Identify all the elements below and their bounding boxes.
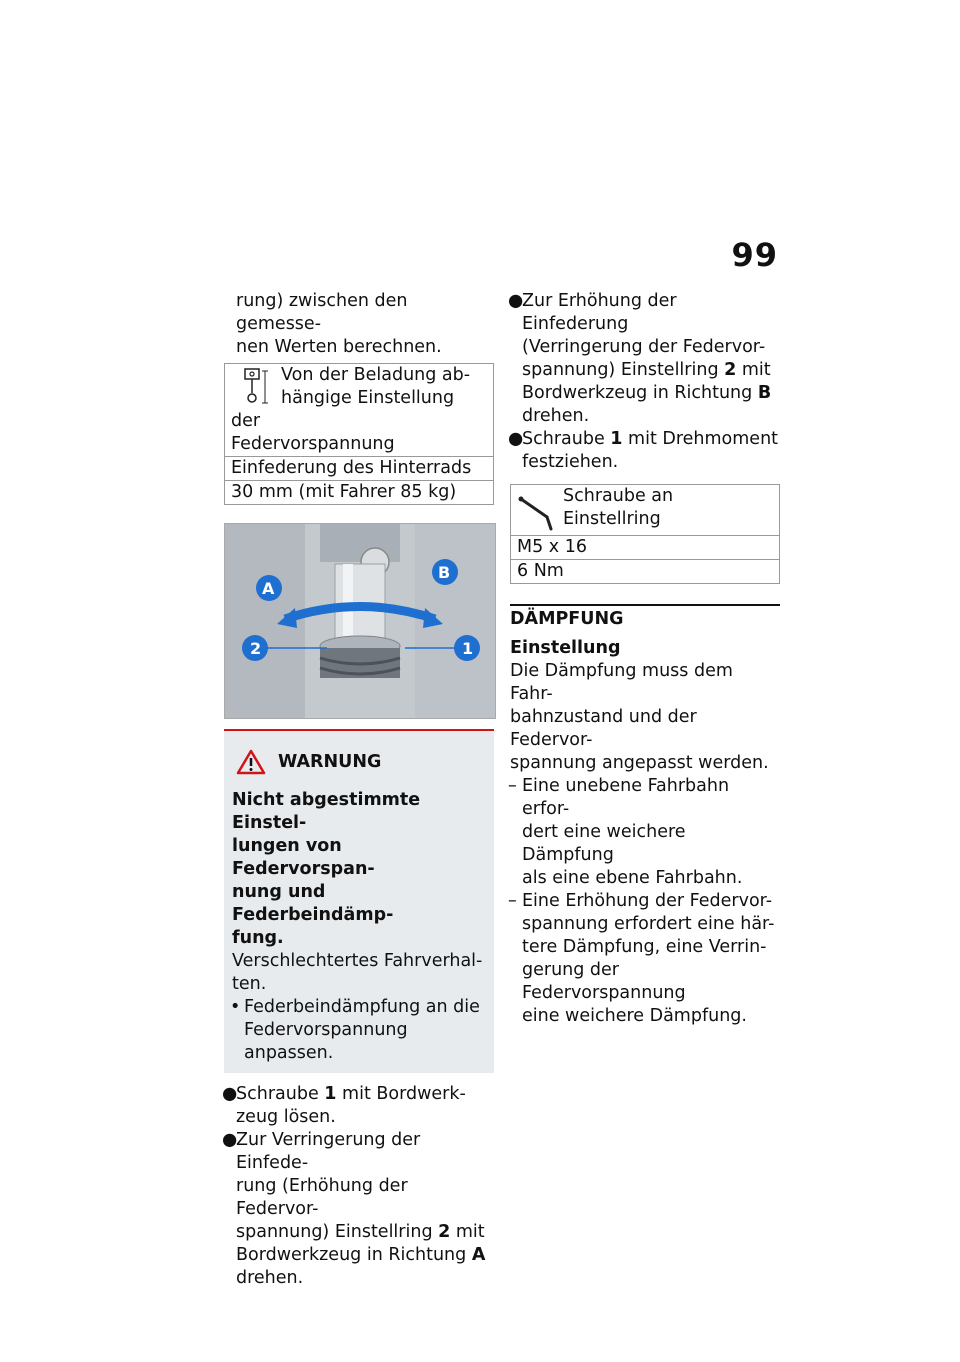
dash-text: als eine ebene Fahrbahn. <box>522 868 743 888</box>
warning-text-2: ten. <box>232 974 267 994</box>
torque-wrench-icon <box>517 491 557 531</box>
warning-headline-1: Nicht abgestimmte Einstel- <box>232 790 421 833</box>
step-text: mit <box>450 1222 485 1242</box>
warning-bullet <box>232 996 486 1065</box>
spec-title-cell <box>225 364 494 457</box>
shock-absorber-illustration <box>225 524 495 718</box>
warning-bullet-line-1: Federbeindämpfung an die <box>244 997 480 1017</box>
spec-title-cell <box>511 485 780 536</box>
warning-headline-2: lungen von Federvorspan- <box>232 836 375 879</box>
step-loosen-screw <box>224 1083 494 1129</box>
direction-ref-b: B <box>757 383 772 403</box>
step-text: mit Drehmoment <box>622 429 779 449</box>
body-line-1: Die Dämpfung muss dem Fahr- <box>510 661 733 704</box>
step-turn-ring-a <box>224 1129 494 1290</box>
step-text: (Verringerung der Federvor- <box>522 337 766 357</box>
bullet-mark: ● <box>222 1130 238 1150</box>
callout-label-1: 1 <box>462 639 474 658</box>
spec-row: 30 mm (mit Fahrer 85 kg) <box>225 481 494 505</box>
intro-line-1: rung) zwischen den gemesse- <box>236 291 408 334</box>
dash-text: gerung der Federvorspannung <box>522 960 686 1003</box>
shock-absorber-figure <box>224 523 496 719</box>
dash-text: dert eine weichere Dämpfung <box>522 822 686 865</box>
page-number: 99 <box>731 236 778 274</box>
left-column <box>224 290 494 1290</box>
callout-label-a: A <box>262 579 275 598</box>
warning-headline-4: fung. <box>232 928 284 948</box>
part-ref-1: 1 <box>324 1084 337 1104</box>
suspension-icon <box>241 367 271 407</box>
part-ref-2: 2 <box>724 360 737 380</box>
warning-box <box>224 729 494 1073</box>
spec-title-line-1: Von der Beladung ab- <box>281 365 471 385</box>
dash-text: tere Dämpfung, eine Verrin- <box>522 937 767 957</box>
step-text: spannung) Einstellring <box>236 1222 439 1242</box>
direction-ref-a: A <box>471 1245 486 1265</box>
step-tighten-screw <box>510 428 780 474</box>
warning-title: WARNUNG <box>278 751 382 772</box>
bullet-mark: • <box>230 997 241 1017</box>
step-text: drehen. <box>522 406 590 426</box>
dash-mark: – <box>508 891 517 911</box>
step-text: mit <box>736 360 771 380</box>
warning-headline-3: nung und Federbeindämp- <box>232 882 394 925</box>
step-text: spannung) Einstellring <box>522 360 725 380</box>
right-column <box>510 290 780 1028</box>
spec-row: Einfederung des Hinterrads <box>225 457 494 481</box>
step-text: Schraube <box>522 429 611 449</box>
part-ref-1: 1 <box>610 429 623 449</box>
dash-text: spannung erfordert eine här- <box>522 914 775 934</box>
spec-title-line-2: hängige Einstellung der <box>231 388 455 431</box>
part-ref-2: 2 <box>438 1222 451 1242</box>
step-text: rung (Erhöhung der Federvor- <box>236 1176 408 1219</box>
step-text: mit Bordwerk- <box>336 1084 466 1104</box>
step-text: zeug lösen. <box>236 1107 336 1127</box>
intro-line-2: nen Werten berechnen. <box>236 337 442 357</box>
step-text: Schraube <box>236 1084 325 1104</box>
dash-text: Eine unebene Fahrbahn erfor- <box>522 776 730 819</box>
spec-row: M5 x 16 <box>511 536 780 560</box>
warning-triangle-icon <box>236 749 266 775</box>
callout-label-2: 2 <box>250 639 262 658</box>
step-text: festziehen. <box>522 452 619 472</box>
bullet-mark: ● <box>508 429 524 449</box>
step-turn-ring-b <box>510 290 780 428</box>
body-line-3: spannung angepasst werden. <box>510 753 769 773</box>
dash-item <box>510 775 780 890</box>
step-text: drehen. <box>236 1268 304 1288</box>
torque-spec-table <box>510 484 780 584</box>
warning-bullet-line-2: Federvorspannung anpassen. <box>244 1020 408 1063</box>
warning-header <box>232 749 486 775</box>
dash-mark: – <box>508 776 517 796</box>
section-title: DÄMPFUNG <box>510 604 780 631</box>
spec-title-line-3: Federvorspannung <box>231 434 395 454</box>
bullet-mark: ● <box>508 291 524 311</box>
warning-text-1: Verschlechtertes Fahrverhal- <box>232 951 483 971</box>
bullet-mark: ● <box>222 1084 238 1104</box>
callout-label-b: B <box>438 563 451 582</box>
dash-text: Eine Erhöhung der Federvor- <box>522 891 773 911</box>
left-steps <box>224 1083 494 1290</box>
subsection-title: Einstellung <box>510 638 621 658</box>
step-text: Bordwerkzeug in Richtung <box>236 1245 472 1265</box>
spec-title: Schraube an Einstellring <box>563 486 674 529</box>
step-text: Bordwerkzeug in Richtung <box>522 383 758 403</box>
dash-item <box>510 890 780 1028</box>
spec-row: 6 Nm <box>511 560 780 584</box>
step-text: Zur Erhöhung der Einfederung <box>522 291 677 334</box>
step-text: Zur Verringerung der Einfede- <box>236 1130 421 1173</box>
dash-text: eine weichere Dämpfung. <box>522 1006 747 1026</box>
body-line-2: bahnzustand und der Federvor- <box>510 707 697 750</box>
preload-spec-table <box>224 363 494 505</box>
